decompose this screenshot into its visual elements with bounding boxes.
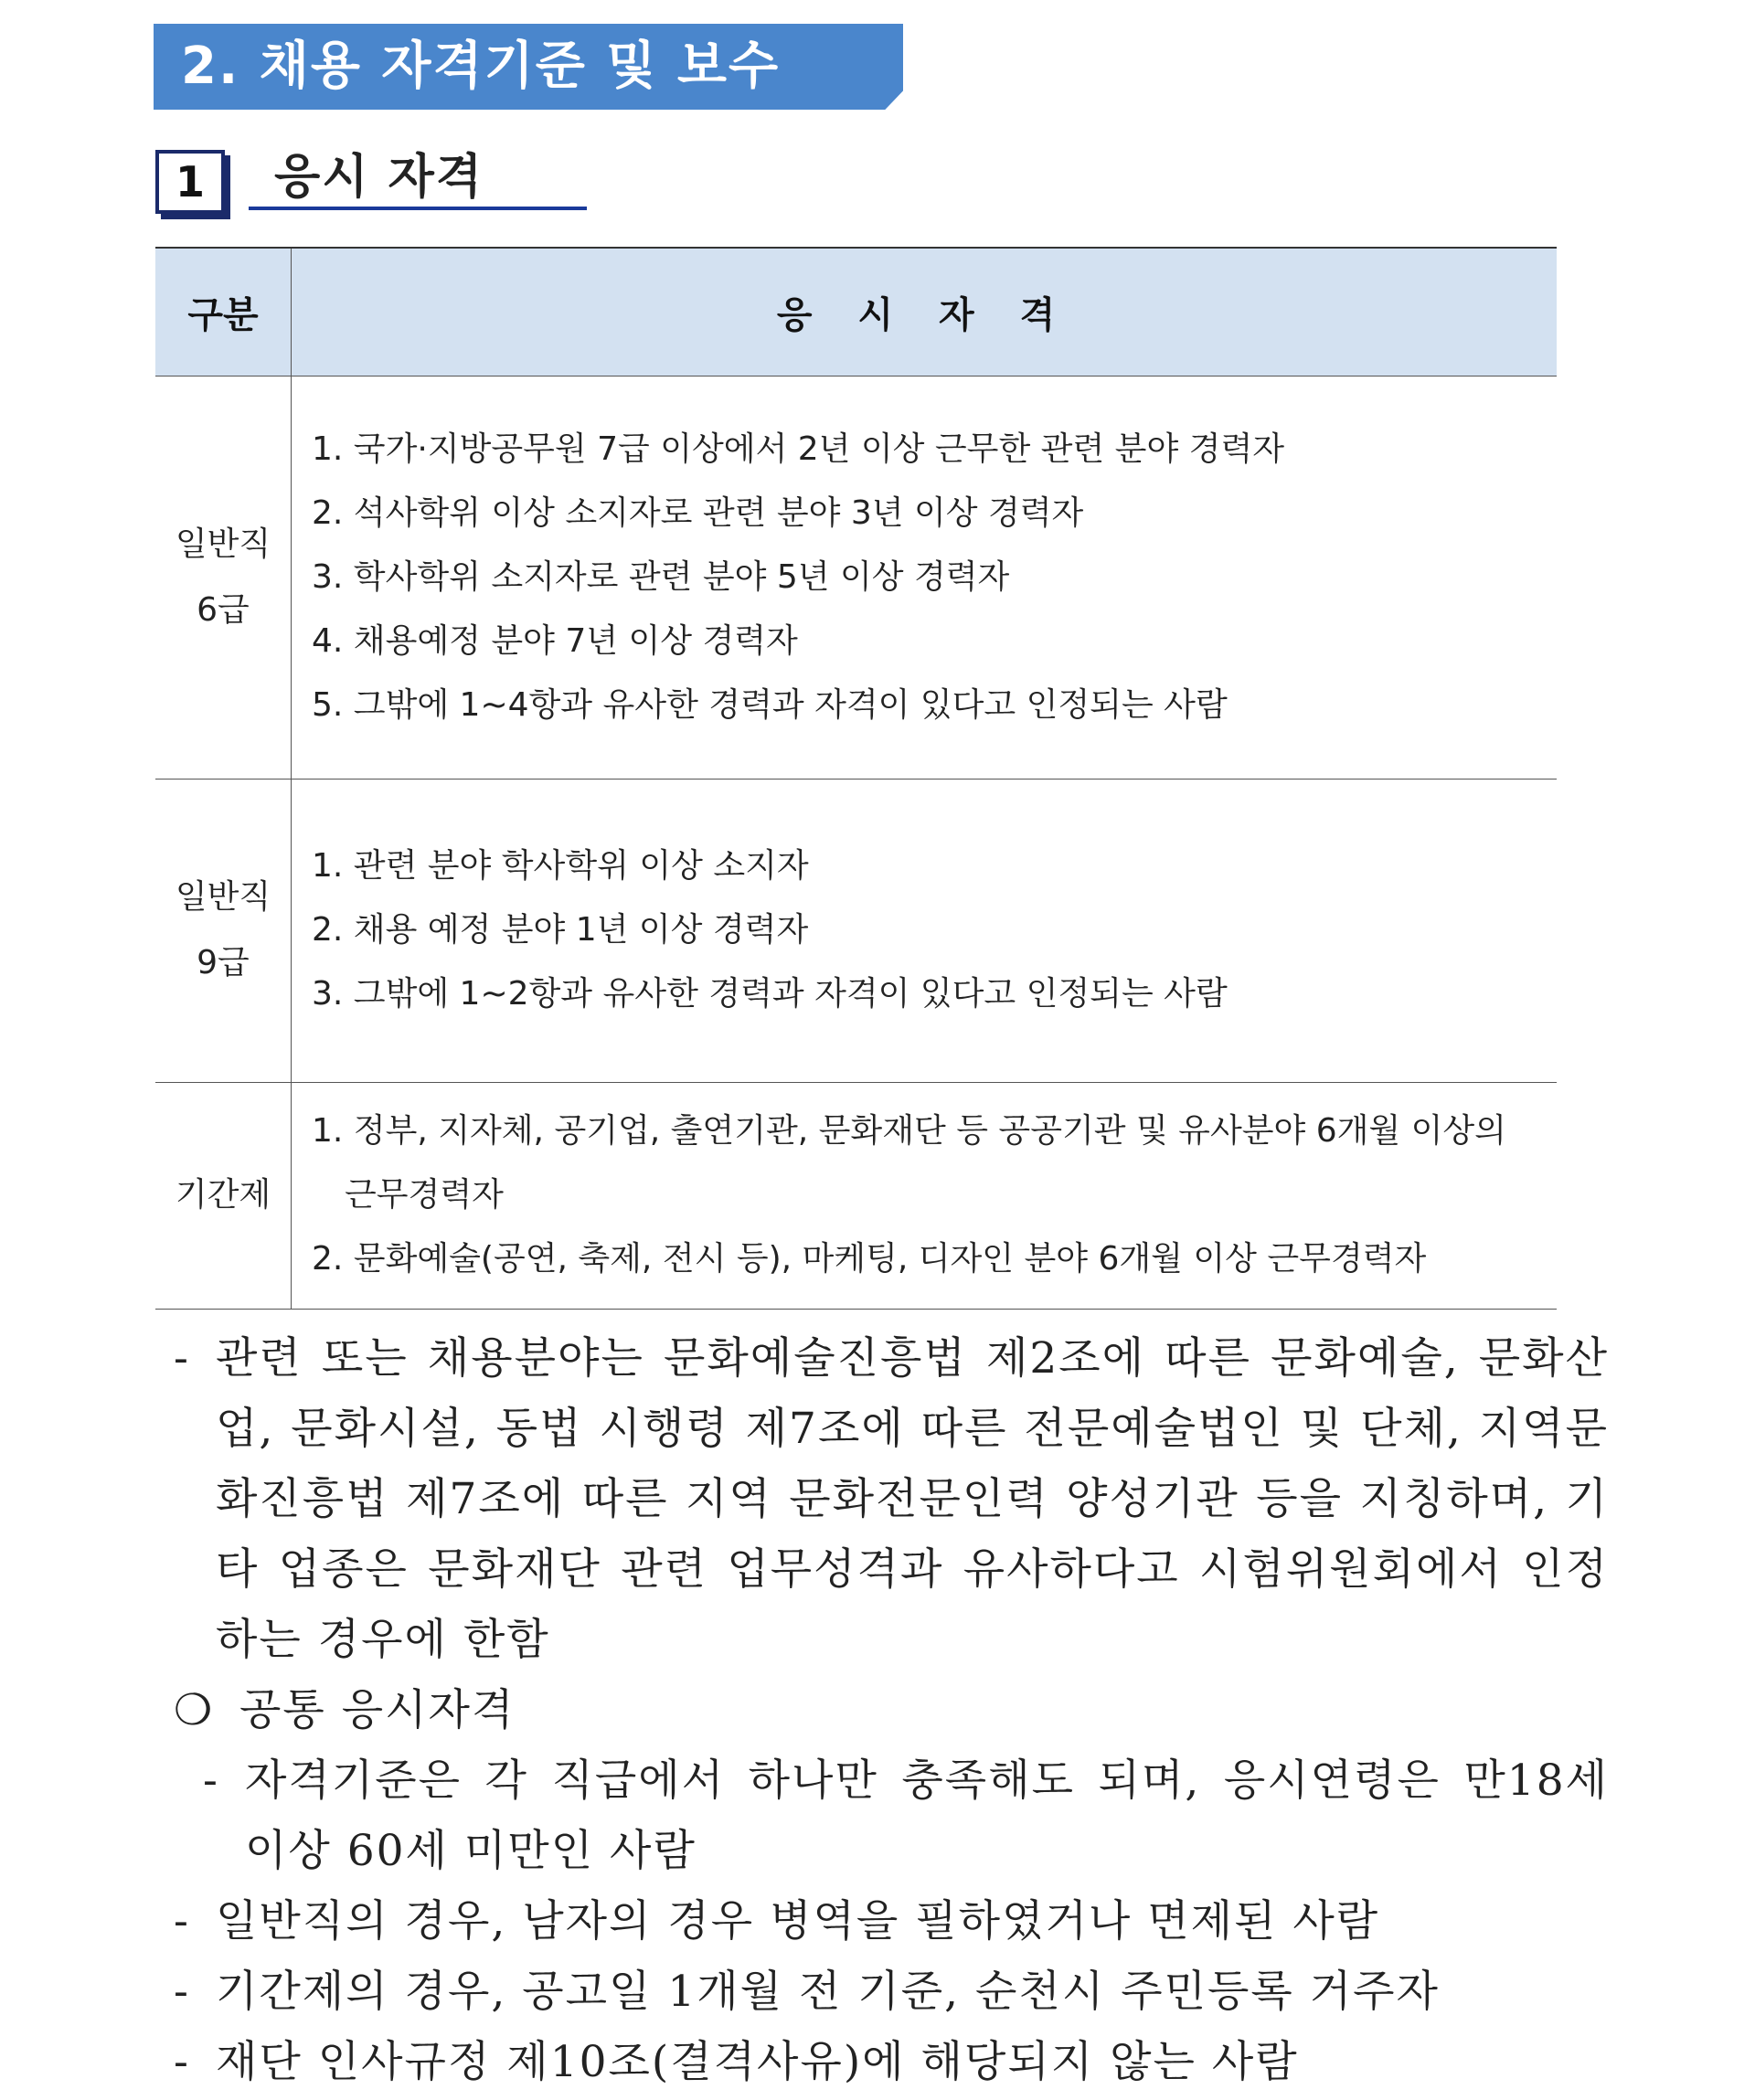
subsection-number-box: 1 xyxy=(155,150,225,214)
header-qualification: 응 시 자 격 xyxy=(292,248,1558,376)
table-row xyxy=(155,1082,1557,1309)
note-item xyxy=(174,1323,1609,1675)
category-grade: 9급 xyxy=(197,944,250,981)
header-category: 구분 xyxy=(155,248,292,376)
note-text: 자격기준은 각 직급에서 하나만 충족해도 되며, 응시연령은 만18세 이상 60세 미만인 사람 xyxy=(245,1755,1609,1876)
note-item xyxy=(174,1957,1609,2027)
qualification-item: 3. 학사학위 소지자로 관련 분야 5년 이상 경력자 xyxy=(312,557,1010,596)
dash-marker: - xyxy=(174,1333,190,1384)
qualification-item: 2. 문화예술(공연, 축제, 전시 등), 마케팅, 디자인 분야 6개월 이상 근무경력자 xyxy=(312,1240,1427,1278)
common-heading xyxy=(174,1675,1609,1745)
category-label: 기간제 xyxy=(175,1176,271,1214)
qualification-table xyxy=(155,247,1557,1310)
note-item xyxy=(174,2027,1609,2097)
note-text: 기간제의 경우, 공고일 1개월 전 기준, 순천시 주민등록 거주자 xyxy=(216,1967,1440,2017)
subsection-title: 응시 자격 xyxy=(274,150,484,205)
qualification-cell xyxy=(292,779,1558,1082)
qualification-item: 3. 그밖에 1~2항과 유사한 경력과 자격이 있다고 인정되는 사람 xyxy=(312,975,1228,1013)
note-text: 일반직의 경우, 남자의 경우 병역을 필하였거나 면제된 사람 xyxy=(216,1896,1380,1946)
dash-marker: - xyxy=(174,1896,190,1946)
category-cell xyxy=(155,1082,292,1309)
dash-marker: - xyxy=(174,1967,190,2017)
subsection-underline xyxy=(249,207,587,210)
category-label: 일반직 xyxy=(175,878,271,916)
note-item xyxy=(174,1886,1609,1957)
table-row xyxy=(155,779,1557,1082)
qualification-item: 1. 국가·지방공무원 7급 이상에서 2년 이상 근무한 관련 분야 경력자 xyxy=(312,430,1284,468)
note-text: 재단 인사규정 제10조(결격사유)에 해당되지 않는 사람 xyxy=(216,2037,1299,2087)
notes-section xyxy=(174,1323,1609,2097)
note-text: 관련 또는 채용분야는 문화예술진흥법 제2조에 따른 문화예술, 문화산업, 문화시설, 동법 시행령 제7조에 따른 전문예술법인 및 단체, 지역문화진흥법 제7조에 따른 지역 문화전문인력 양성기관 등을 지칭하며, 기타 업종은 문화재단 관련 업무성격과 유사하다고 시험위원회에서 인정하는 경우에 한함 xyxy=(216,1333,1609,1665)
category-cell xyxy=(155,376,292,779)
qualification-cell xyxy=(292,376,1558,779)
qualification-item: 2. 채용 예정 분야 1년 이상 경력자 xyxy=(312,911,809,949)
category-label: 일반직 xyxy=(175,525,271,563)
qualification-item: 2. 석사학위 이상 소지자로 관련 분야 3년 이상 경력자 xyxy=(312,493,1084,532)
category-grade: 6급 xyxy=(197,590,250,629)
note-item xyxy=(174,1745,1609,1886)
dash-marker: - xyxy=(174,2037,190,2087)
qualification-cell xyxy=(292,1082,1558,1309)
qualification-item: 4. 채용예정 분야 7년 이상 경력자 xyxy=(312,621,798,660)
dash-marker: - xyxy=(203,1755,219,1806)
category-cell xyxy=(155,779,292,1082)
common-heading-text: 공통 응시자격 xyxy=(239,1685,516,1735)
table-header-row xyxy=(155,248,1557,376)
section-title: 2. 채용 자격기준 및 보수 xyxy=(181,37,781,96)
table-row xyxy=(155,376,1557,779)
qualification-item: 5. 그밖에 1~4항과 유사한 경력과 자격이 있다고 인정되는 사람 xyxy=(312,685,1228,724)
qualification-item: 1. 관련 분야 학사학위 이상 소지자 xyxy=(312,847,809,885)
qualification-item: 1. 정부, 지자체, 공기업, 출연기관, 문화재단 등 공공기관 및 유사분야 6개월 이상의 근무경력자 xyxy=(312,1112,1506,1214)
circle-bullet-icon: ❍ xyxy=(174,1685,215,1735)
